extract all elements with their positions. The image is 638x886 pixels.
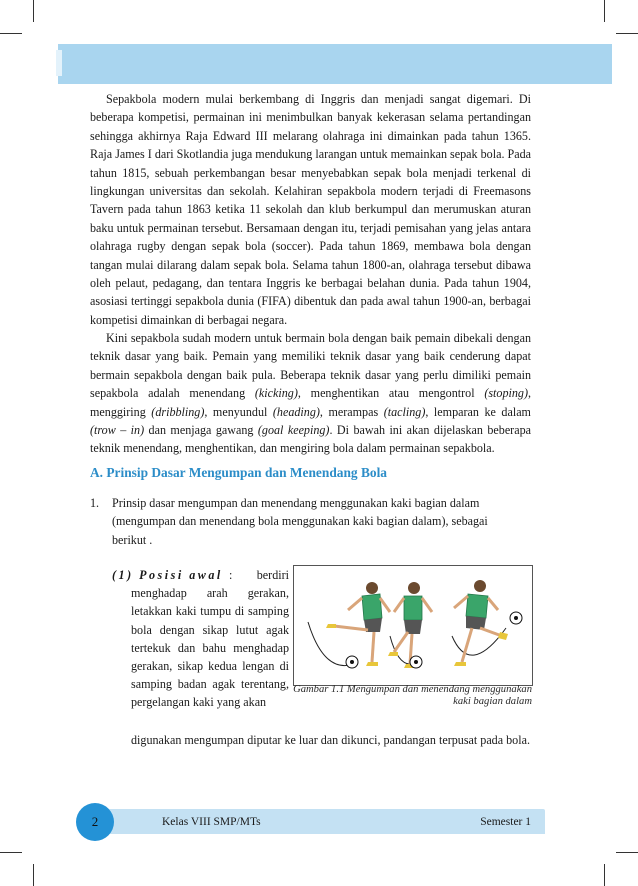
header-band <box>58 44 612 84</box>
crop-mark <box>604 864 605 886</box>
sub-item-text-wide: digunakan mengumpan diputar ke luar dan dikunci, pandangan terpusat pada bola. <box>131 733 530 747</box>
figure-caption: Gambar 1.1 Mengumpan dan menendang menggunakan kaki bagian dalam <box>293 684 532 707</box>
list-text: Prinsip dasar mengumpan dan menendang menggunakan kaki bagian dalam (mengumpan dan menendang bola menggunakan kaki bagian dalam), sebagai berikut . <box>112 496 488 547</box>
player-figure-1 <box>326 582 390 668</box>
paragraph-2: Kini sepakbola sudah modern untuk bermain bola dengan baik pemain dibekali dengan teknik dasar yang baik. Pemain yang memiliki teknik dasar yang baik cenderung dapat bermain sepakbola dengan baik pula. Beberapa teknik dasar yang perlu dimiliki pemain sepakbola adalah menendang (kicking), menghentikan atau mengontrol (stoping), menggiring (dribbling), menyundul (heading), merampas (tacling), lemparan ke dalam (trow – in) dan menjaga gawang (goal keeping). Di bawah ini akan dijelaskan beberapa teknik menendang, menghentikan, dan mengiring bola dalam permainan sepakbola. <box>90 331 532 456</box>
paragraph-1: Sepakbola modern mulai berkembang di Inggris dan menjadi sangat digemari. Di beberapa kompetisi, permainan ini menimbulkan banyak kekerasan selama pertandingan sehingga akhirnya Raja Edward III melarang olahraga ini dimainkan pada tahun 1365. Raja James I dari Skotlandia juga mendukung larangan untuk memainkan sepak bola. Pada tahun 1815, sebuah perkembangan besar menyebabkan sepak bola menjadi terkenal di lingkungan universitas dan sekolah. Kelahiran sepakbola modern terjadi di Freemasons Tavern pada tahun 1863 ketika 11 sekolah dan klub berkumpul dan merumuskan aturan baku untuk permainan tersebut. Bersamaan dengan itu, terjadi pemisahan yang jelas antara olahraga rugby dengan sepak bola (soccer). Pada tahun 1869, membawa bola dengan tangan mulai dilarang dalam sepak bola. Selama tahun 1800-an, olahraga tersebut dibawa oleh pelaut, pedagang, dan tentara Inggris ke berbagai belahan dunia. Pada tahun 1904, asosiasi tertinggi sepakbola dunia (FIFA) dibentuk dan pada awal tahun 1900-an, berbagai kompetisi dimainkan di berbagai negara. <box>90 92 531 327</box>
footer-book-title: Kelas VIII SMP/MTs <box>162 816 261 828</box>
crop-mark <box>33 0 34 22</box>
page-number: 2 <box>76 803 114 841</box>
page-footer <box>76 803 545 841</box>
footer-semester: Semester 1 <box>480 816 531 828</box>
section-heading: A. Prinsip Dasar Mengumpan dan Menendang Bola <box>90 465 387 480</box>
player-figure-3 <box>454 580 522 666</box>
crop-mark <box>33 864 34 886</box>
crop-mark <box>0 852 22 853</box>
header-accent <box>56 50 62 76</box>
paragraph-techniques <box>90 329 531 458</box>
player-figure-2 <box>388 582 432 668</box>
sub-item-label: (1) Posisi awal <box>112 568 223 582</box>
paragraph-history <box>90 90 531 329</box>
crop-mark <box>604 0 605 22</box>
crop-mark <box>616 852 638 853</box>
figure-illustration <box>293 565 533 686</box>
sub-item-text-narrow: : berdiri menghadap arah gerakan, letakkan kaki tumpu di samping bola dengan sikap lutut agak tertekuk dan bahu menghadap gerakan, sikap kedua lengan di samping badan agak terentang, pergelangan kaki yang akan <box>131 568 289 710</box>
list-number: 1. <box>90 496 100 510</box>
kicking-sequence-illustration <box>294 566 532 685</box>
crop-mark <box>0 33 22 34</box>
crop-mark <box>616 33 638 34</box>
motion-arc <box>452 628 506 655</box>
